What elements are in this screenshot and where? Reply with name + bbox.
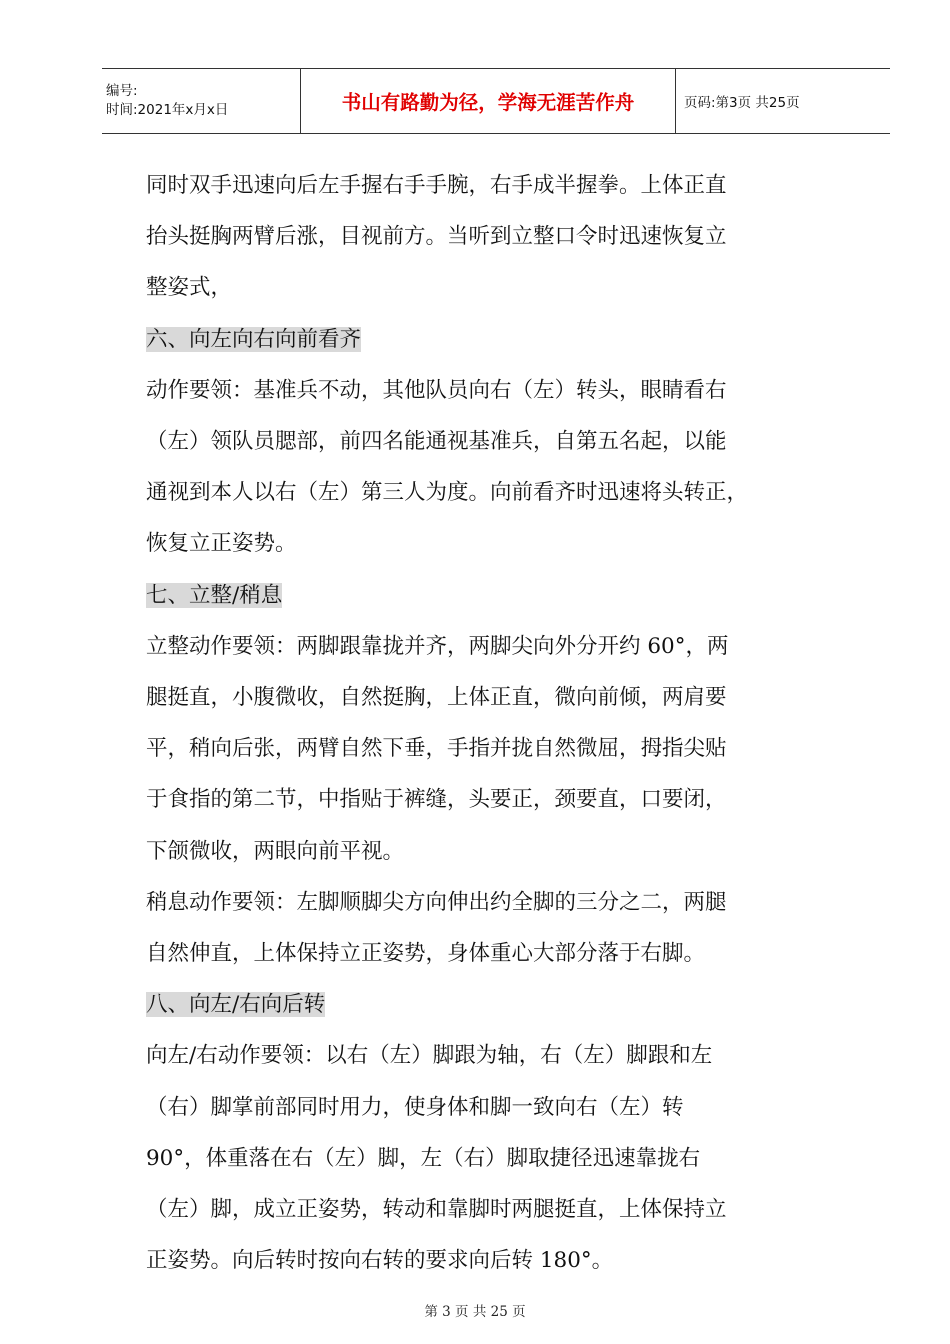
section-heading <box>146 570 866 621</box>
section-heading-text: 八、向左/右向后转 <box>146 992 326 1018</box>
document-number-label: 编号: <box>106 83 138 99</box>
body-line: 下颌微收，两眼向前平视。 <box>146 838 405 864</box>
body-line: 正姿势。向后转时按向右转的要求向后转 180°。 <box>146 1248 614 1274</box>
page-info-text: 页码:第3页 共25页 <box>684 95 800 111</box>
body-line: 恢复立正姿势。 <box>146 531 297 557</box>
header-motto <box>301 69 676 133</box>
document-time: 时间:2021年x月x日 <box>106 102 229 118</box>
section-heading <box>146 979 866 1030</box>
document-body <box>146 160 866 1286</box>
body-line: （右）脚掌前部同时用力，使身体和脚一致向右（左）转 <box>146 1094 684 1120</box>
body-line: 整姿式， <box>146 275 233 301</box>
section-heading-text: 六、向左向右向前看齐 <box>146 326 362 352</box>
body-line: 自然伸直，上体保持立正姿势，身体重心大部分落于右脚。 <box>146 941 706 967</box>
body-line: 同时双手迅速向后左手握右手手腕，右手成半握拳。上体正直 <box>146 173 727 198</box>
body-line: （左）领队员腮部，前四名能通视基准兵，自第五名起，以能 <box>146 429 727 455</box>
body-line: 于食指的第二节，中指贴于裤缝，头要正，颈要直，口要闭， <box>146 787 727 813</box>
page-footer: 第 3 页 共 25 页 <box>424 1304 526 1320</box>
motto-text: 书山有路勤为径，学海无涯苦作舟 <box>341 91 635 114</box>
page-header <box>102 68 890 134</box>
body-line: 平，稍向后张，两臂自然下垂，手指并拢自然微屈，拇指尖贴 <box>146 736 727 762</box>
body-line: 抬头挺胸两臂后涨，目视前方。当听到立整口令时迅速恢复立 <box>146 224 727 250</box>
header-meta <box>102 69 301 133</box>
body-line: 向左/右动作要领：以右（左）脚跟为轴，右（左）脚跟和左 <box>146 1043 713 1069</box>
section-heading <box>146 314 866 365</box>
body-line: 立整动作要领：两脚跟靠拢并齐，两脚尖向外分开约 60°，两 <box>146 633 729 659</box>
body-line: 通视到本人以右（左）第三人为度。向前看齐时迅速将头转正， <box>146 480 749 506</box>
body-line: 动作要领：基准兵不动，其他队员向右（左）转头，眼睛看右 <box>146 377 727 403</box>
header-page-info <box>676 69 890 133</box>
body-line: 90°，体重落在右（左）脚，左（右）脚取捷径迅速靠拢右 <box>146 1145 701 1171</box>
body-line: 稍息动作要领：左脚顺脚尖方向伸出约全脚的三分之二，两腿 <box>146 889 727 915</box>
body-line: （左）脚，成立正姿势，转动和靠脚时两腿挺直，上体保持立 <box>146 1197 727 1223</box>
body-line: 腿挺直，小腹微收，自然挺胸，上体正直，微向前倾，两肩要 <box>146 685 727 711</box>
section-heading-text: 七、立整/稍息 <box>146 582 283 608</box>
